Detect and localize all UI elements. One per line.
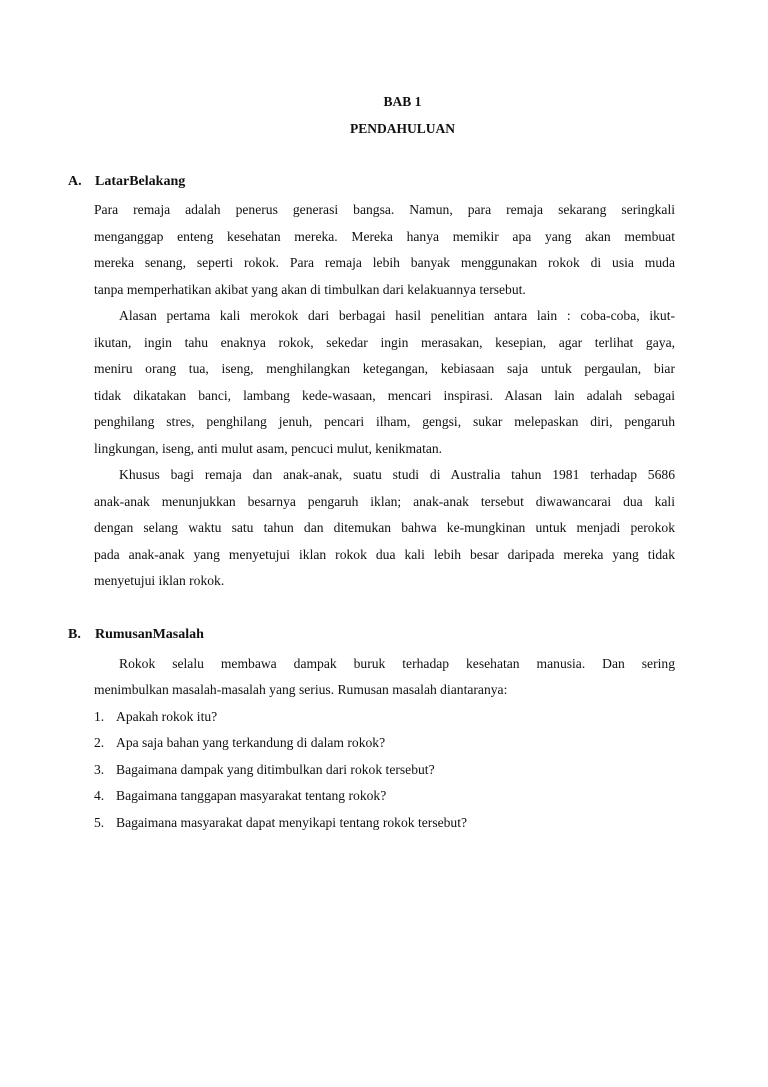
list-text: Bagaimana tanggapan masyarakat tentang rokok?	[116, 788, 387, 803]
list-item	[94, 814, 467, 831]
list-number: 3.	[94, 762, 105, 777]
list-item	[94, 787, 386, 804]
section-b-heading	[68, 627, 204, 643]
paragraph-line: Alasan pertama kali merokok dari berbagai hasil penelitian antara lain : coba-coba, ikut-	[119, 308, 675, 323]
list-text: Apakah rokok itu?	[116, 709, 218, 724]
list-text: Bagaimana masyarakat dapat menyikapi tentang rokok tersebut?	[116, 815, 468, 830]
section-title: RumusanMasalah	[95, 627, 204, 642]
chapter-title: PENDAHULUAN	[349, 121, 455, 136]
section-number: A.	[68, 174, 82, 189]
chapter-number: BAB 1	[383, 94, 422, 109]
section-title: LatarBelakang	[95, 174, 186, 189]
paragraph-line: lingkungan, iseng, anti mulut asam, pencuci mulut, kenikmatan.	[94, 441, 443, 456]
list-text: Bagaimana dampak yang ditimbulkan dari rokok tersebut?	[116, 762, 435, 777]
paragraph-line: menyetujui iklan rokok.	[94, 573, 225, 588]
paragraph-line: menimbulkan masalah-masalah yang serius. Rumusan masalah diantaranya:	[94, 682, 508, 697]
list-item	[94, 708, 217, 725]
list-item	[94, 761, 435, 778]
paragraph-line: dengan selang waktu satu tahun dan ditemukan bahwa ke-mungkinan untuk menjadi perokok	[94, 520, 675, 535]
list-text: Apa saja bahan yang terkandung di dalam rokok?	[116, 735, 386, 750]
list-item	[94, 734, 385, 751]
list-number: 2.	[94, 735, 105, 750]
paragraph-line: Rokok selalu membawa dampak buruk terhadap kesehatan manusia. Dan sering	[119, 656, 675, 671]
paragraph-line: tanpa memperhatikan akibat yang akan di timbulkan dari kelakuannya tersebut.	[94, 282, 526, 297]
paragraph-line: pada anak-anak yang menyetujui iklan rokok dua kali lebih besar daripada mereka yang tidak	[94, 547, 675, 562]
paragraph-line: Para remaja adalah penerus generasi bangsa. Namun, para remaja sekarang seringkali	[94, 202, 675, 217]
paragraph-line: mereka senang, seperti rokok. Para remaja lebih banyak menggunakan rokok di usia muda	[94, 255, 675, 270]
paragraph-line: penghilang stres, penghilang jenuh, pencari ilham, gengsi, sukar melepaskan diri, pengaruh	[94, 414, 675, 429]
paragraph-line: menganggap enteng kesehatan mereka. Mereka hanya memikir apa yang akan membuat	[94, 229, 675, 244]
paragraph-line: tidak dikatakan banci, lambang kede-wasaan, mencari inspirasi. Alasan lain adalah sebagai	[94, 388, 675, 403]
section-a-heading	[68, 174, 185, 190]
paragraph-line: Khusus bagi remaja dan anak-anak, suatu studi di Australia tahun 1981 terhadap 5686	[119, 467, 675, 482]
paragraph-line: ikutan, ingin tahu enaknya rokok, sekedar ingin merasakan, kesepian, agar terlihat gaya,	[94, 335, 675, 350]
list-number: 5.	[94, 815, 105, 830]
list-number: 4.	[94, 788, 105, 803]
list-number: 1.	[94, 709, 105, 724]
paragraph-line: anak-anak menunjukkan besarnya pengaruh iklan; anak-anak tersebut diwawancarai dua kali	[94, 494, 675, 509]
section-number: B.	[68, 627, 81, 642]
paragraph-line: meniru orang tua, iseng, menghilangkan ketegangan, kebiasaan saja untuk pergaulan, biar	[94, 361, 675, 376]
